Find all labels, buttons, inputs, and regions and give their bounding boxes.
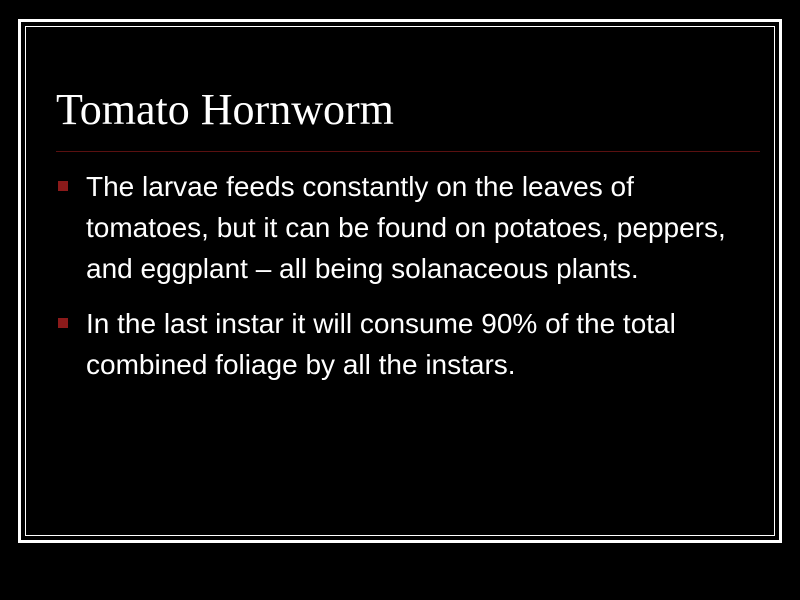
- bullet-text: The larvae feeds constantly on the leaves of tomatoes, but it can be found on potatoes, peppers, and eggplant – all being solanaceous plants.: [86, 171, 726, 284]
- bullet-item: [56, 166, 756, 289]
- bullet-text: In the last instar it will consume 90% of the total combined foliage by all the instars.: [86, 308, 676, 380]
- bullet-item: [56, 303, 756, 385]
- square-bullet-icon: [58, 181, 68, 191]
- bullet-list: [56, 166, 756, 399]
- square-bullet-icon: [58, 318, 68, 328]
- title-divider: [56, 151, 760, 152]
- slide-title: Tomato Hornworm: [56, 85, 394, 134]
